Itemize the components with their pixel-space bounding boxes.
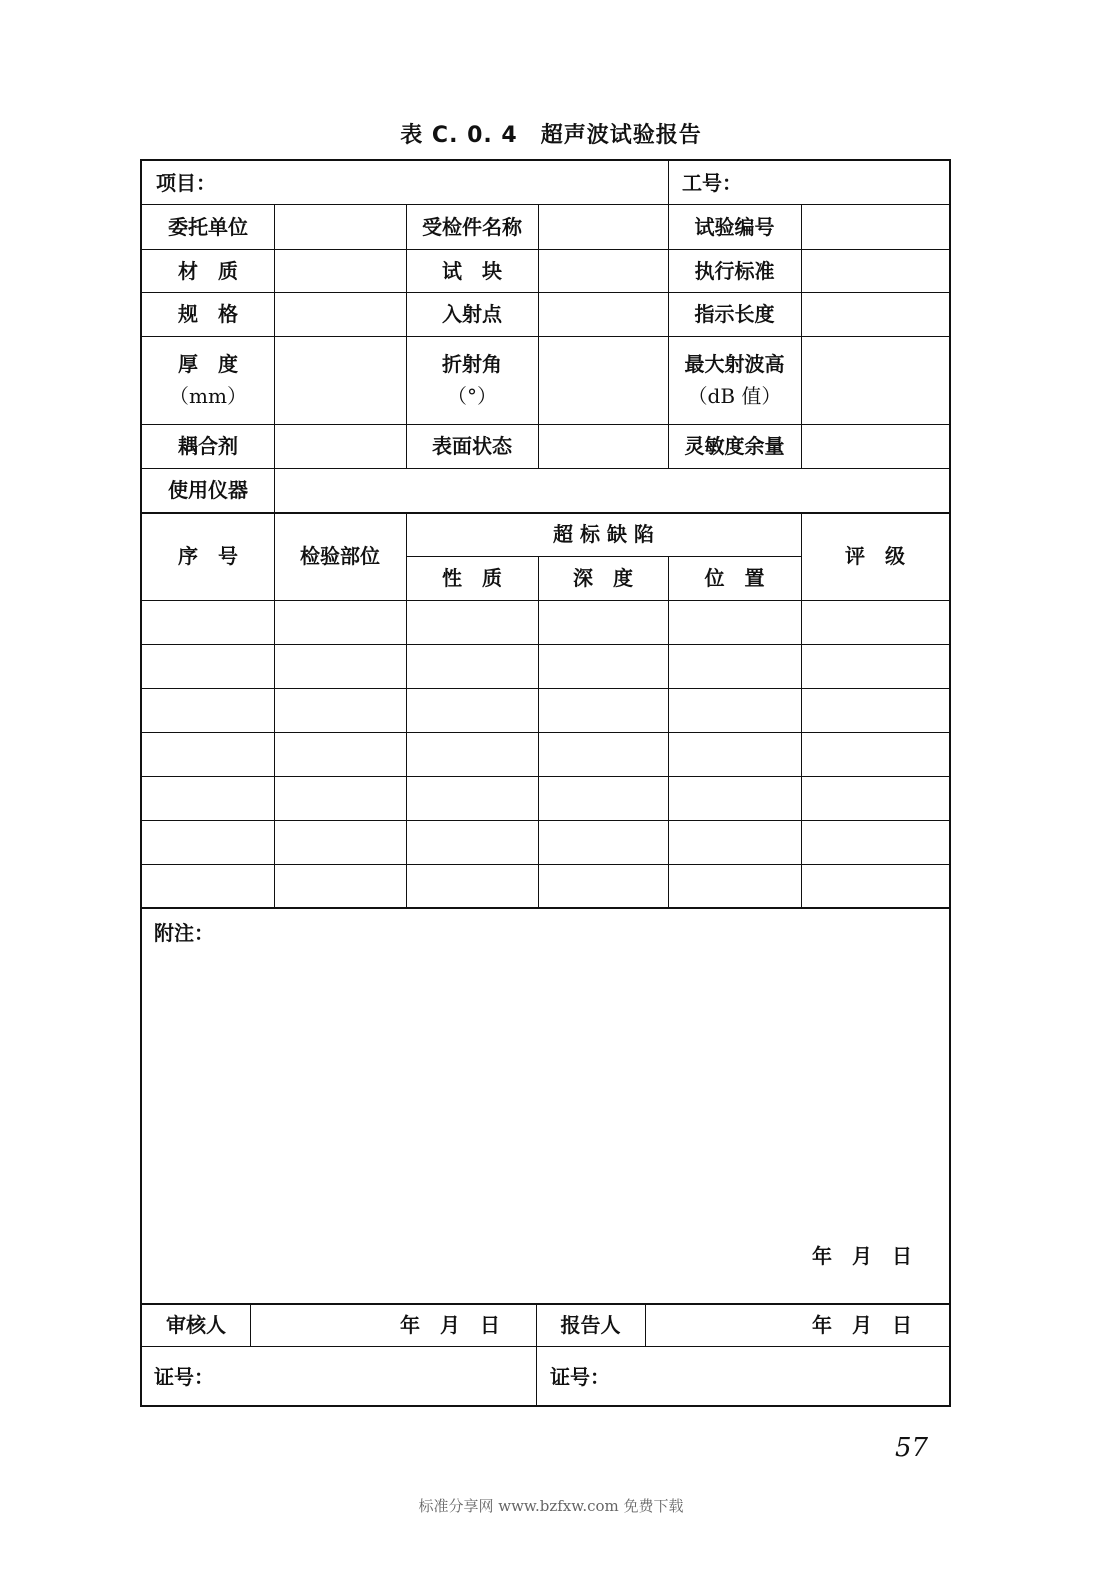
reviewer-date: 年 月 日 [400,1312,500,1337]
couplant-label: 耦合剂 [178,434,238,458]
grade-header: 评 级 [845,544,905,568]
sensitivity-margin-label: 灵敏度余量 [684,434,785,458]
thickness-label: 厚 度 （mm） [169,352,247,408]
notes-date: 年 月 日 [812,1244,912,1268]
incidence-point-label: 入射点 [442,302,502,326]
page-number: 57 [895,1433,929,1463]
reporter-date: 年 月 日 [812,1312,912,1337]
test-block-label: 试 块 [442,258,502,283]
reporter-certificate-label: 证号： [550,1364,610,1389]
excess-defects-header: 超 标 缺 陷 [553,522,654,546]
test-number-label: 试验编号 [694,214,775,239]
material-label: 材 质 [178,258,238,283]
notes-label: 附注： [154,921,214,945]
indicated-length-label: 指示长度 [694,302,775,326]
defect-depth-header: 深 度 [573,566,633,590]
refraction-angle-label: 折射角 （°） [442,352,502,408]
inspection-location-header: 检验部位 [300,544,380,568]
specification-label: 规 格 [178,302,238,326]
sequence-number-header: 序 号 [178,544,238,568]
project-label: 项目： [156,170,216,195]
client-label: 委托单位 [168,214,248,239]
surface-condition-label: 表面状态 [432,434,512,458]
job-number-label: 工号： [682,170,742,195]
reviewer-certificate-label: 证号： [154,1364,214,1389]
defect-nature-header: 性 质 [442,566,502,590]
reviewer-label: 审核人 [166,1312,226,1337]
document-title: 表 C. 0. 4 超声波试验报告 [400,123,702,148]
max-wave-height-label: 最大射波高 （dB 值） [684,352,785,408]
reporter-label: 报告人 [560,1312,621,1337]
instrument-label: 使用仪器 [168,478,248,502]
standard-label: 执行标准 [694,258,775,283]
specimen-name-label: 受检件名称 [422,214,522,239]
defect-position-header: 位 置 [704,566,765,590]
report-form [140,159,951,1407]
footer-watermark: 标准分享网 www.bzfxw.com 免费下载 [418,1497,684,1515]
